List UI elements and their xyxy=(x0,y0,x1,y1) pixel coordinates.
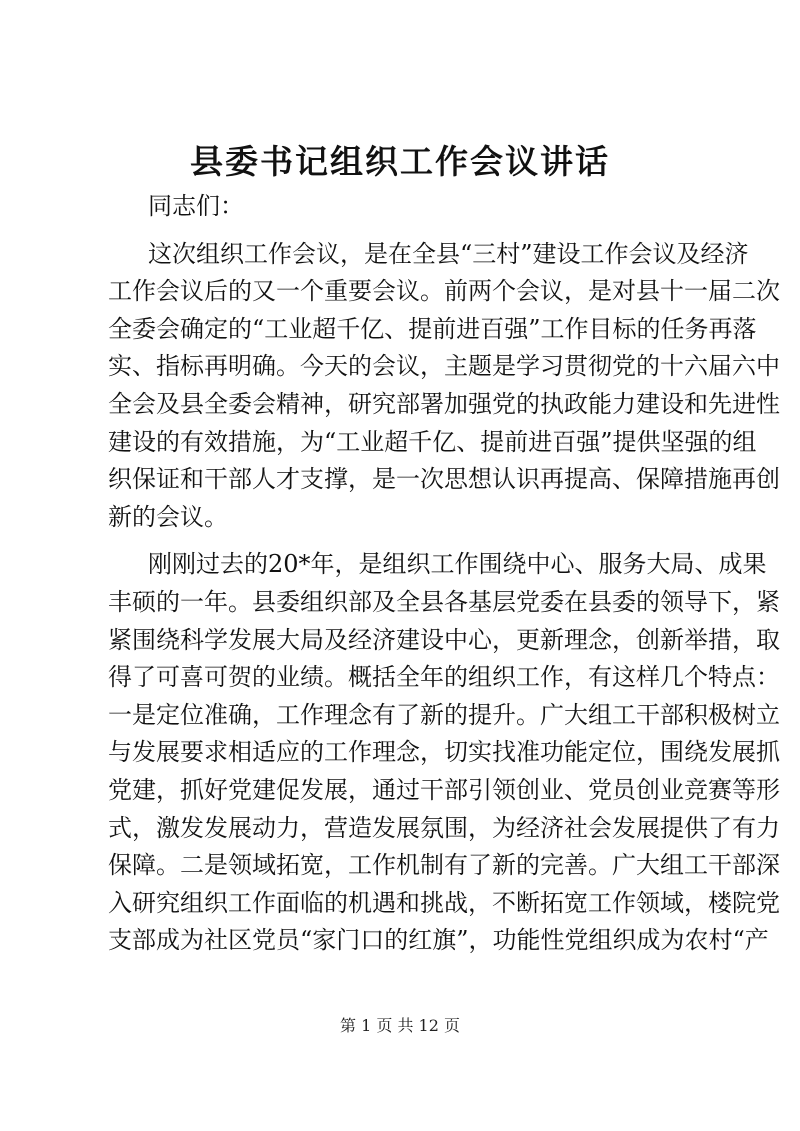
paragraph-line: 一是定位准确，工作理念有了新的提升。广大组工干部积极树立 xyxy=(108,700,780,729)
paragraph-line: 这次组织工作会议，是在全县“三村”建设工作会议及经济 xyxy=(148,239,749,268)
paragraph-line: 织保证和干部人才支撑，是一次思想认识再提高、保障措施再创 xyxy=(108,465,780,494)
paragraph-line: 保障。二是领域拓宽，工作机制有了新的完善。广大组工干部深 xyxy=(108,851,780,880)
paragraph-line: 刚刚过去的20*年，是组织工作围绕中心、服务大局、成果 xyxy=(148,550,767,579)
paragraph-2 xyxy=(108,546,780,960)
document-title: 县委书记组织工作会议讲话 xyxy=(190,142,610,181)
paragraph-line: 入研究组织工作面临的机遇和挑战，不断拓宽工作领域，楼院党 xyxy=(108,888,780,917)
paragraph-line: 紧围绕科学发展大局及经济建设中心，更新理念，创新举措，取 xyxy=(108,625,780,654)
paragraph-line: 与发展要求相适应的工作理念，切实找准功能定位，围绕发展抓 xyxy=(108,738,780,767)
paragraph-gap xyxy=(108,226,708,236)
paragraph-line: 得了可喜可贺的业绩。概括全年的组织工作，有这样几个特点： xyxy=(108,663,780,692)
page-footer: 第 1 页 共 12 页 xyxy=(340,1016,460,1035)
paragraph-line: 支部成为社区党员“家门口的红旗”，功能性党组织成为农村“产 xyxy=(108,926,769,955)
paragraph-line: 式，激发发展动力，营造发展氛围，为经济社会发展提供了有力 xyxy=(108,813,780,842)
paragraph-line: 党建，抓好党建促发展，通过干部引领创业、党员创业竞赛等形 xyxy=(108,775,780,804)
paragraph-line: 全会及县全委会精神，研究部署加强党的执政能力建设和先进性 xyxy=(108,389,780,418)
paragraph-line: 工作会议后的又一个重要会议。前两个会议，是对县十一届二次 xyxy=(108,277,780,306)
paragraph-line: 建设的有效措施，为“工业超千亿、提前进百强”提供坚强的组 xyxy=(108,427,757,456)
paragraph-line: 全委会确定的“工业超千亿、提前进百强”工作目标的任务再落 xyxy=(108,314,757,343)
paragraph-line: 丰硕的一年。县委组织部及全县各基层党委在县委的领导下，紧 xyxy=(108,587,780,616)
paragraph-gap xyxy=(108,536,708,546)
paragraph-line: 新的会议。 xyxy=(108,502,228,531)
greeting: 同志们： xyxy=(148,192,244,220)
document-body xyxy=(108,188,780,960)
paragraph-1 xyxy=(108,236,780,537)
paragraph-line: 实、指标再明确。今天的会议，主题是学习贯彻党的十六届六中 xyxy=(108,352,780,381)
